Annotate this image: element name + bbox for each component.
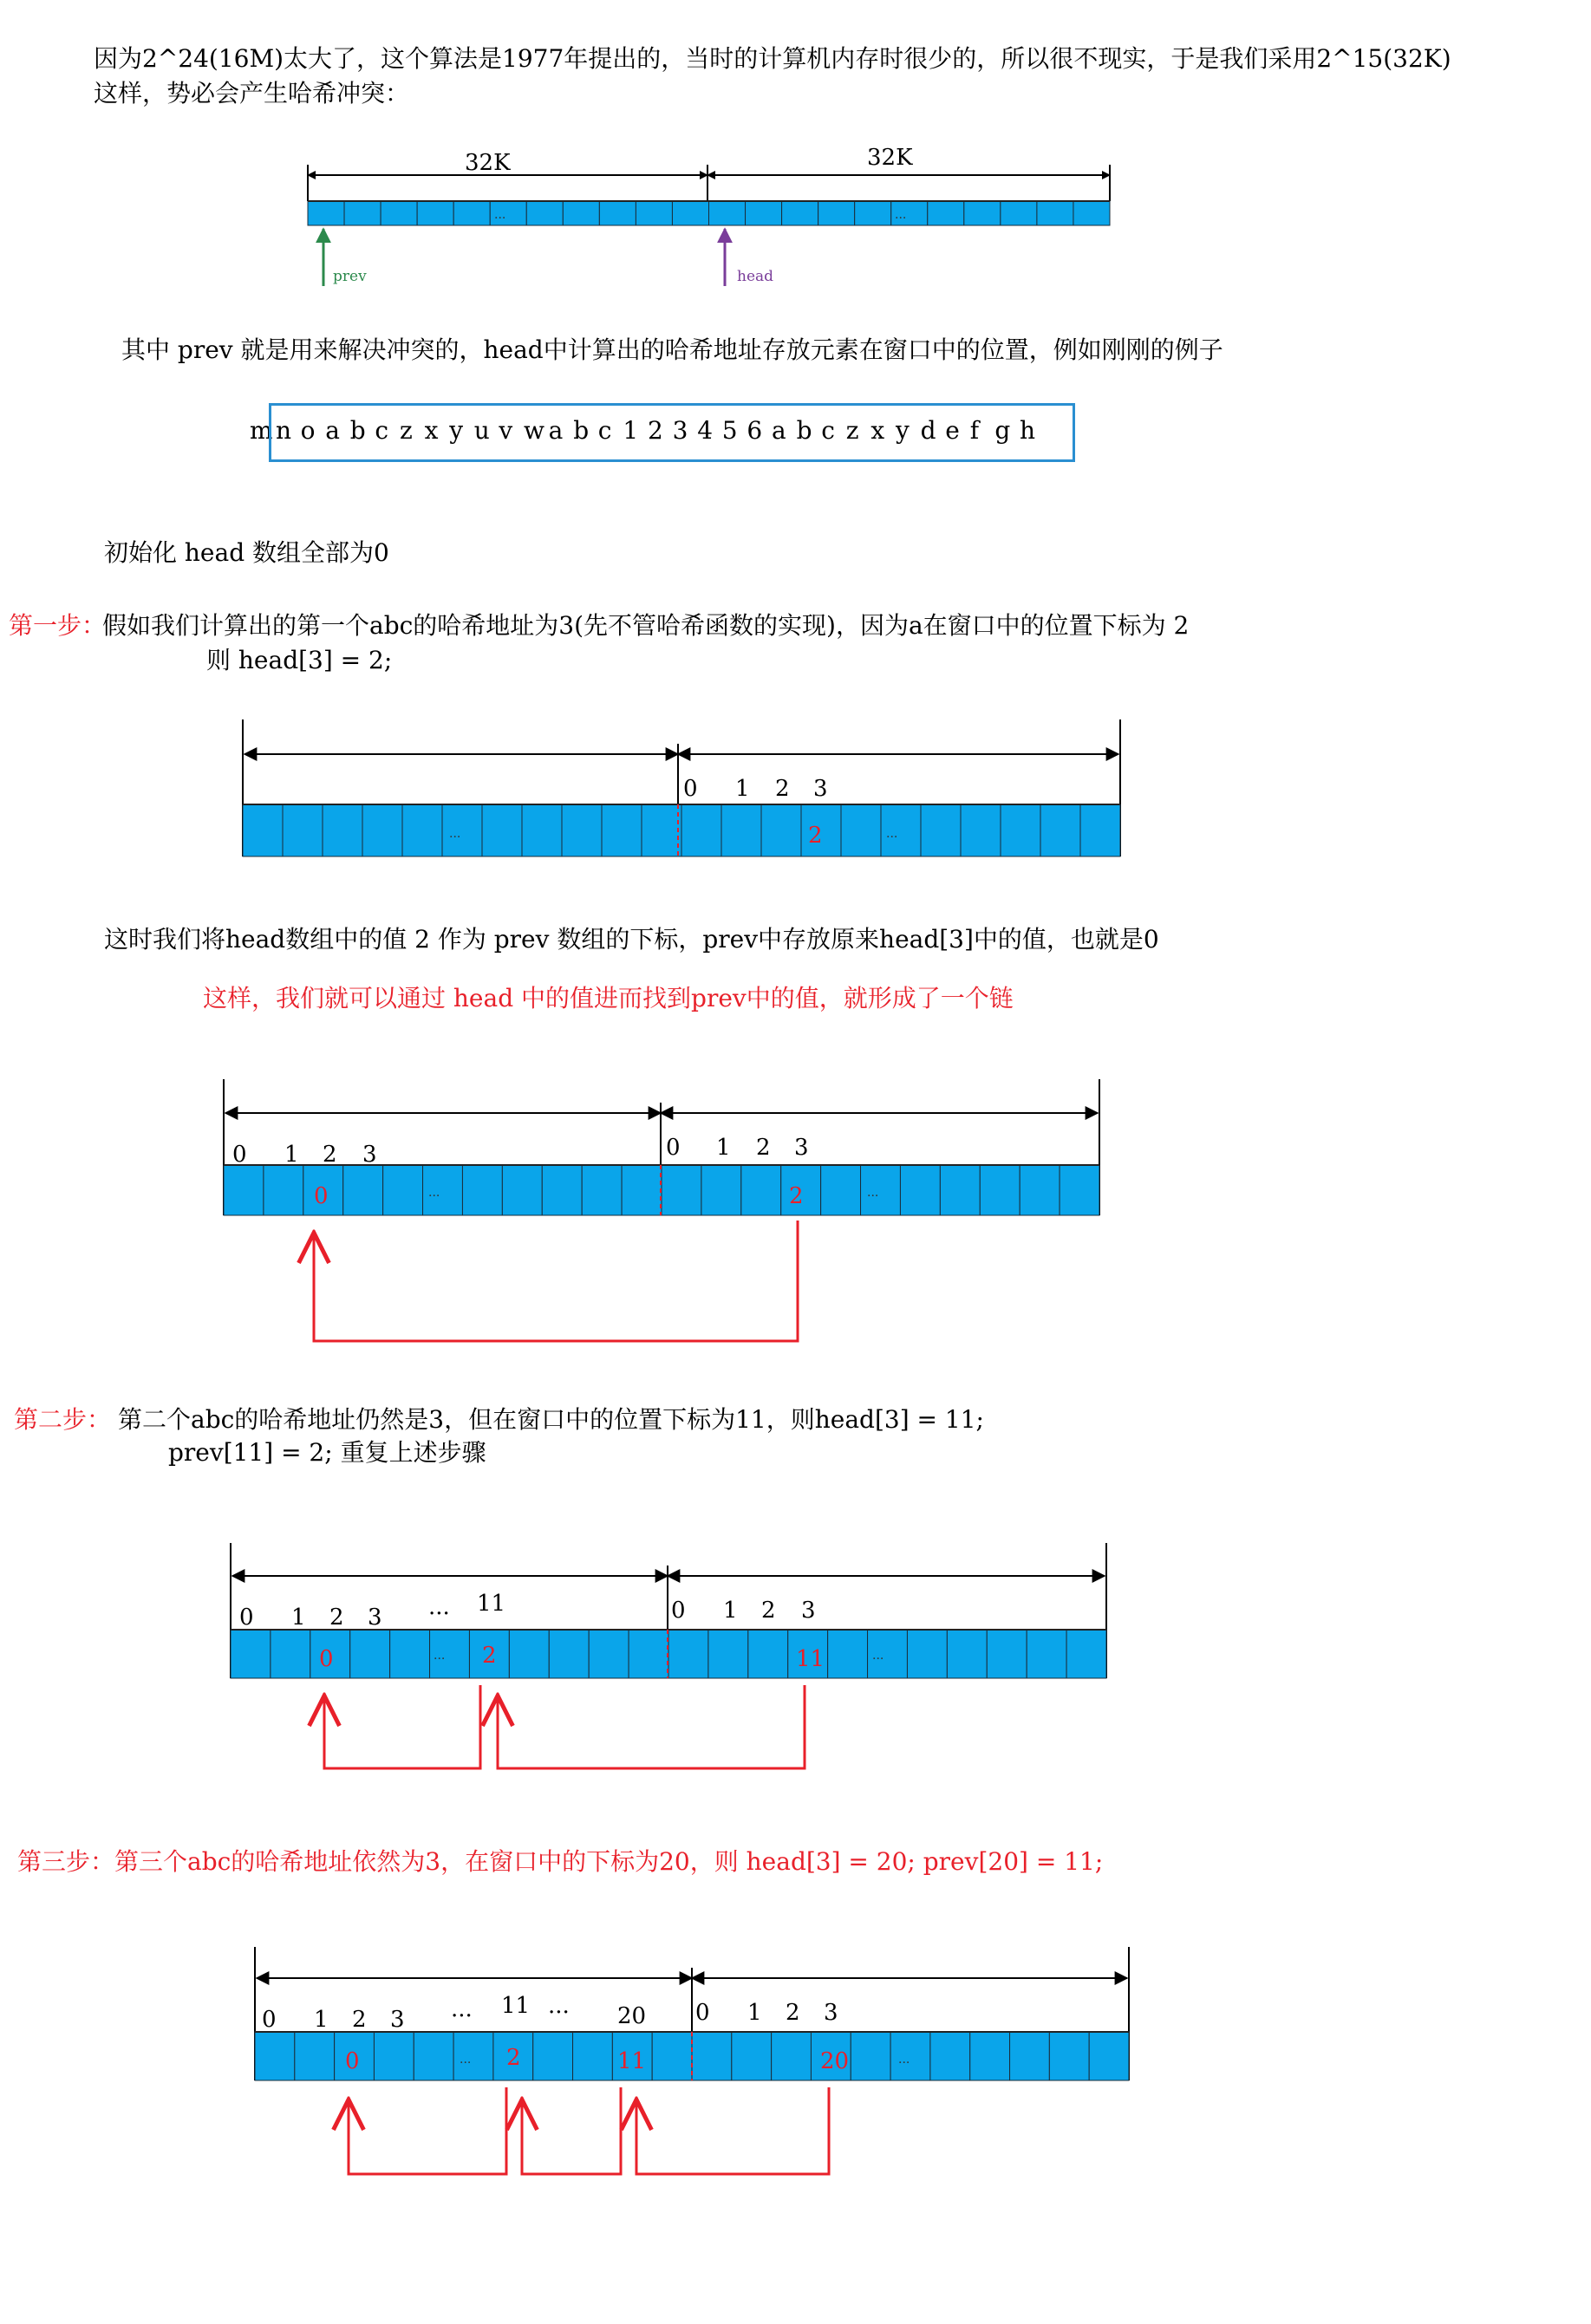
window-cell <box>231 1630 271 1678</box>
fig5-head-idx-2: 2 <box>786 2000 800 2026</box>
head-arrow-label: head <box>737 268 774 285</box>
window-cell <box>947 1630 987 1678</box>
fig5-prev-idx-dots1: ... <box>451 1996 473 2022</box>
fig5-head-idx-0: 0 <box>695 2000 710 2026</box>
window-cell <box>526 201 563 225</box>
window-cell <box>502 1165 542 1215</box>
window-cell <box>383 1165 423 1215</box>
fig3-head-idx-3: 3 <box>794 1135 809 1161</box>
window-cell <box>855 201 891 225</box>
input-char: y <box>449 416 464 445</box>
window-cell <box>907 1630 947 1678</box>
window-cell <box>562 804 602 856</box>
fig4-head-idx-2: 2 <box>761 1598 776 1624</box>
fig4-ellipsis-left: ... <box>434 1649 446 1663</box>
fig4-head-idx-3: 3 <box>801 1598 816 1624</box>
init-text: 初始化 head 数组全部为0 <box>104 538 389 567</box>
window-cell <box>1073 201 1110 225</box>
window-cell <box>721 804 761 856</box>
fig5-prev-idx-11: 11 <box>501 1993 531 2019</box>
input-char: a <box>325 416 340 445</box>
window-cell <box>344 201 381 225</box>
input-char: 6 <box>747 416 763 445</box>
fig3-window <box>224 1079 1099 1341</box>
step2-text: 第二个abc的哈希地址仍然是3，但在窗口中的位置下标为11，则head[3] = 11; <box>118 1405 984 1434</box>
window-cell <box>692 2032 732 2080</box>
window-cell <box>442 804 482 856</box>
fig2-idx-0: 0 <box>683 776 698 802</box>
window-cell <box>672 201 708 225</box>
input-char: 2 <box>648 416 663 445</box>
fig2-idx-3: 3 <box>813 776 828 802</box>
fig3-prev2-value: 0 <box>314 1183 329 1209</box>
window-cell <box>1080 804 1120 856</box>
window-cell <box>390 1630 430 1678</box>
fig5-head3-value: 20 <box>820 2048 850 2074</box>
window-cell <box>549 1630 589 1678</box>
window-cell <box>1010 2032 1050 2080</box>
window-cell <box>350 1630 390 1678</box>
fig4-head-idx-1: 1 <box>723 1598 738 1624</box>
window-cell <box>589 1630 629 1678</box>
fig2-head3-value: 2 <box>808 823 823 849</box>
step1-text: 假如我们计算出的第一个abc的哈希地址为3(先不管哈希函数的实现)，因为a在窗口中的位置下标为 2 <box>102 611 1190 640</box>
input-char: f <box>969 416 980 445</box>
window-cell <box>602 804 642 856</box>
window-cell <box>890 2032 930 2080</box>
window-cell <box>940 1165 980 1215</box>
fig3-prev-idx-2: 2 <box>323 1142 337 1168</box>
fig3-prev-idx-3: 3 <box>362 1142 377 1168</box>
prev-arrow-label: prev <box>333 268 367 285</box>
window-cell <box>851 2032 890 2080</box>
fig4-prev-idx-3: 3 <box>368 1605 382 1631</box>
window-cell <box>821 1165 861 1215</box>
window-cell <box>224 1165 264 1215</box>
window-cell <box>402 804 442 856</box>
window-cell <box>782 201 818 225</box>
window-cell <box>921 804 961 856</box>
window-cell <box>343 1165 383 1215</box>
window-cell <box>1020 1165 1060 1215</box>
input-char: z <box>400 416 413 445</box>
fig5-window <box>255 1947 1129 2174</box>
window-cell <box>701 1165 741 1215</box>
input-char: 4 <box>697 416 714 445</box>
fig5-chain-arrow-1 <box>349 2087 506 2174</box>
fig4-prev2-value: 0 <box>319 1646 334 1672</box>
window-cell <box>1049 2032 1089 2080</box>
window-cell <box>509 1630 549 1678</box>
window-cell <box>970 2032 1010 2080</box>
input-char: d <box>920 416 936 445</box>
window-cell <box>900 1165 940 1215</box>
input-char: 1 <box>623 416 639 445</box>
fig1-ellipsis-right: ... <box>895 208 907 222</box>
window-cell <box>1037 201 1073 225</box>
window-cell <box>964 201 1001 225</box>
fig2-idx-1: 1 <box>735 776 750 802</box>
step3-text: 第三步：第三个abc的哈希地址依然为3，在窗口中的下标为20，则 head[3] = 20; prev[20] = 11; <box>17 1847 1104 1876</box>
input-char: z <box>845 416 859 445</box>
fig5-head-idx-3: 3 <box>824 2000 838 2026</box>
fig3-prev-idx-1: 1 <box>284 1142 299 1168</box>
input-char: b <box>796 416 812 445</box>
fig3-head-idx-0: 0 <box>666 1135 681 1161</box>
fig4-cells <box>231 1630 1106 1678</box>
input-char: x <box>424 416 439 445</box>
window-cell <box>462 1165 502 1215</box>
window-cell <box>533 2032 573 2080</box>
input-char: u <box>473 416 490 445</box>
input-char: b <box>573 416 590 445</box>
fig5-ellipsis-right: ... <box>898 2053 910 2067</box>
window-cell <box>323 804 362 856</box>
prev-description: 其中 prev 就是用来解决冲突的，head中计算出的哈希地址存放元素在窗口中的位置，例如刚刚的例子 <box>121 335 1223 364</box>
fig4-chain-arrow-2 <box>498 1685 805 1768</box>
input-first-char: m <box>250 416 273 445</box>
input-char: c <box>597 416 612 445</box>
fig5-prev-idx-dots2: ... <box>548 1993 570 2019</box>
window-cell <box>1001 804 1040 856</box>
fig5-prev-idx-20: 20 <box>617 2003 647 2029</box>
intro-line-2: 这样，势必会产生哈希冲突： <box>94 79 410 107</box>
window-cell <box>255 2032 295 2080</box>
input-char: n <box>276 416 292 445</box>
window-cell <box>283 804 323 856</box>
window-cell <box>828 1630 868 1678</box>
fig4-head3-value: 11 <box>796 1646 825 1672</box>
input-char: x <box>870 416 885 445</box>
window-cell <box>1066 1630 1106 1678</box>
fig5-ellipsis-left: ... <box>460 2053 472 2067</box>
fig4-window <box>231 1543 1106 1768</box>
window-cell <box>709 201 746 225</box>
window-cell <box>573 2032 613 2080</box>
window-cell <box>708 1630 748 1678</box>
fig5-cells <box>255 2032 1129 2080</box>
fig2-ellipsis-left: ... <box>449 827 461 841</box>
window-cell <box>652 2032 692 2080</box>
window-cell <box>622 1165 662 1215</box>
fig1-ellipsis-left: ... <box>494 208 506 222</box>
fig5-prev-idx-1: 1 <box>314 2007 329 2033</box>
window-cell <box>818 201 855 225</box>
window-cell <box>732 2032 772 2080</box>
window-cell <box>642 804 681 856</box>
fig4-chain-arrow-1 <box>324 1685 480 1768</box>
fig4-ellipsis-right: ... <box>872 1649 884 1663</box>
fig3-ellipsis-left: ... <box>428 1186 440 1200</box>
input-char: y <box>896 416 910 445</box>
window-cell <box>772 2032 812 2080</box>
fig2-ellipsis-right: ... <box>886 827 898 841</box>
window-cell <box>1027 1630 1066 1678</box>
window-cell <box>662 1165 701 1215</box>
fig5-prev-idx-3: 3 <box>390 2007 405 2033</box>
fig5-chain-arrow-3 <box>636 2087 829 2174</box>
fig5-prev11-value: 2 <box>506 2045 521 2071</box>
fig5-prev-idx-2: 2 <box>352 2007 367 2033</box>
window-cell <box>741 1165 781 1215</box>
input-char: g <box>994 416 1011 445</box>
window-cell <box>980 1165 1020 1215</box>
fig2-window <box>243 719 1120 856</box>
window-cell <box>668 1630 708 1678</box>
window-cell <box>522 804 562 856</box>
window-cell <box>453 201 490 225</box>
window-cell <box>1060 1165 1099 1215</box>
window-cell <box>482 804 522 856</box>
window-cell <box>374 2032 414 2080</box>
window-cell <box>748 1630 788 1678</box>
window-cell <box>746 201 782 225</box>
input-char: h <box>1020 416 1036 445</box>
intro-line-1: 因为2^24(16M)太大了，这个算法是1977年提出的，当时的计算机内存时很少的，所以很不现实，于是我们采用2^15(32K) <box>94 44 1451 73</box>
window-cell <box>681 804 721 856</box>
input-char: v <box>499 416 513 445</box>
window-cell <box>362 804 402 856</box>
window-cell <box>961 804 1001 856</box>
window-cell <box>563 201 599 225</box>
input-char: c <box>821 416 835 445</box>
fig3-head-idx-2: 2 <box>756 1135 771 1161</box>
window-cell <box>636 201 672 225</box>
window-cell <box>1040 804 1080 856</box>
window-cell <box>414 2032 453 2080</box>
window-cell <box>308 201 344 225</box>
fig1-right-label: 32K <box>867 145 913 171</box>
fig4-head-idx-0: 0 <box>671 1598 686 1624</box>
fig5-chain-arrow-2 <box>522 2087 621 2174</box>
fig4-prev-idx-1: 1 <box>291 1605 306 1631</box>
window-cell <box>761 804 801 856</box>
step2-label: 第二步： <box>14 1405 112 1434</box>
window-cell <box>629 1630 668 1678</box>
window-cell <box>930 2032 970 2080</box>
fig3-head-idx-1: 1 <box>716 1135 731 1161</box>
fig5-prev20-value: 11 <box>617 2048 647 2074</box>
fig3-chain-arrow <box>314 1221 798 1341</box>
fig3-ellipsis-right: ... <box>867 1186 879 1200</box>
input-char: w <box>524 416 544 445</box>
fig5-prev-idx-0: 0 <box>262 2007 277 2033</box>
fig1-window <box>308 145 1110 286</box>
fig4-prev-idx-dots: ... <box>428 1594 450 1620</box>
step1-line2: 则 head[3] = 2; <box>206 646 393 674</box>
fig4-prev11-value: 2 <box>482 1643 497 1669</box>
input-char: 5 <box>721 416 738 445</box>
fig2-idx-2: 2 <box>775 776 790 802</box>
fig1-cells <box>308 201 1110 225</box>
window-cell <box>841 804 881 856</box>
window-cell <box>582 1165 622 1215</box>
fig3-prev-idx-0: 0 <box>232 1142 247 1168</box>
input-char: 3 <box>672 416 688 445</box>
window-cell <box>264 1165 303 1215</box>
window-cell <box>243 804 283 856</box>
fig4-prev-idx-11: 11 <box>477 1591 506 1617</box>
fig4-prev-idx-2: 2 <box>329 1605 344 1631</box>
window-cell <box>928 201 964 225</box>
input-char: a <box>772 416 786 445</box>
window-cell <box>381 201 417 225</box>
window-cell <box>1001 201 1037 225</box>
fig5-prev2-value: 0 <box>345 2048 360 2074</box>
window-cell <box>987 1630 1027 1678</box>
window-cell <box>271 1630 310 1678</box>
window-cell <box>599 201 636 225</box>
window-cell <box>417 201 453 225</box>
window-cell <box>295 2032 335 2080</box>
input-char: e <box>945 416 960 445</box>
input-char: c <box>375 416 389 445</box>
step1-label: 第一步： <box>9 611 107 640</box>
after-step1-text: 这时我们将head数组中的值 2 作为 prev 数组的下标，prev中存放原来head[3]中的值，也就是0 <box>104 925 1159 954</box>
chain-note: 这样，我们就可以通过 head 中的值进而找到prev中的值，就形成了一个链 <box>203 984 1014 1012</box>
fig5-head-idx-1: 1 <box>747 2000 762 2026</box>
window-cell <box>1089 2032 1129 2080</box>
window-cell <box>542 1165 582 1215</box>
input-char: o <box>300 416 316 445</box>
input-char: b <box>349 416 366 445</box>
input-char: a <box>548 416 564 445</box>
fig4-prev-idx-0: 0 <box>239 1605 254 1631</box>
fig3-head3-value: 2 <box>789 1183 804 1209</box>
fig1-left-label: 32K <box>465 150 511 176</box>
step2-line2: prev[11] = 2; 重复上述步骤 <box>168 1438 486 1467</box>
fig2-cells <box>243 804 1120 856</box>
fig3-cells <box>224 1165 1099 1215</box>
